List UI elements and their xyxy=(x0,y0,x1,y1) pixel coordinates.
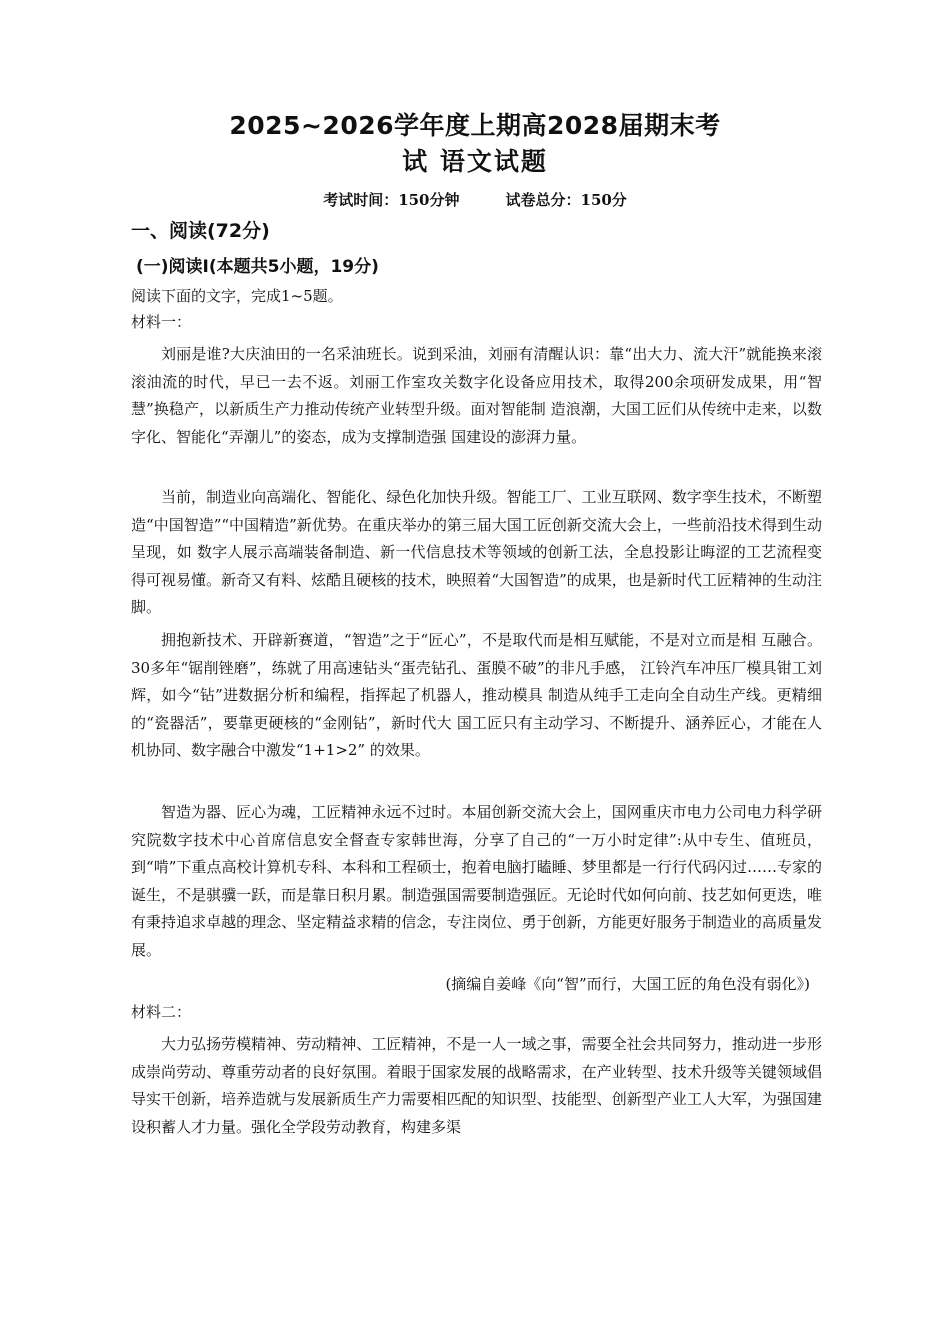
material1-label: 材料一： xyxy=(131,313,192,331)
section-subheading: (一)阅读Ⅰ(本题共5小题，19分) xyxy=(136,257,379,277)
material1-paragraph-4: 智造为器、匠心为魂，工匠精神永远不过时。本届创新交流大会上，国网重庆市电力公司电力科学研究院数字技术中心首席信息安全督查专家韩世海，分享了自己的“一万小时定律”:从中专生、值班员，到“啃”下重点高校计算机专科、本科和工程硕士，抱着电脑打瞌睡、梦里都是一行行代码闪过……专家的诞生，不是骐骥一跃，而是靠日积月累。制造强国需要制造强匠。无论时代如何向前、技艺如何更迭，唯有秉持追求卓越的理念、坚定精益求精的信念，专注岗位、勇于创新，方能更好服务于制造业的高质量发展。 xyxy=(131,803,822,959)
exam-time: 考试时间：150分钟 xyxy=(323,191,460,209)
material1-paragraph-3: 拥抱新技术、开辟新赛道，“智造”之于“匠心”，不是取代而是相互赋能，不是对立而是相 互融合。30多年“锯削锉磨”，练就了用高速钻头“蛋壳钻孔、蛋膜不破”的非凡手感， 江铃汽车冲压厂模具钳工刘辉，如今“钻”进数据分析和编程，指挥起了机器人，推动模具 制造从纯手工走向全自动生产线。更精细的“瓷器活”，要靠更硬核的“金刚钻”，新时代大 国工匠只有主动学习、不断提升、涵养匠心，才能在人机协同、数字融合中激发“1+1>2” 的效果。 xyxy=(131,631,822,759)
material2-label: 材料二： xyxy=(131,1003,192,1021)
exam-title-line2: 试 语文试题 xyxy=(402,147,548,176)
section-heading: 一、阅读(72分) xyxy=(131,220,270,242)
material1-source: (摘编自姜峰《向“智”而行，大国工匠的角色没有弱化》) xyxy=(445,975,810,993)
instruction-text: 阅读下面的文字，完成1~5题。 xyxy=(131,287,343,305)
total-score: 试卷总分：150分 xyxy=(505,191,627,209)
material2-paragraph-1: 大力弘扬劳模精神、劳动精神、工匠精神，不是一人一域之事，需要全社会共同努力，推动进一步形成崇尚劳动、尊重劳动者的良好氛围。着眼于国家发展的战略需求，在产业转型、技术升级等关键领域倡导实干创新，培养造就与发展新质生产力需要相匹配的知识型、技能型、创新型产业工人大军，为强国建设积蓄人才力量。强化全学段劳动教育，构建多渠 xyxy=(131,1035,822,1136)
material1-paragraph-1: 刘丽是谁?大庆油田的一名采油班长。说到采油，刘丽有清醒认识：靠“出大力、流大汗”就能换来滚滚油流的时代，早已一去不返。刘丽工作室攻关数字化设备应用技术，取得200余项研发成果，用“智慧”换稳产，以新质生产力推动传统产业转型升级。面对智能制 造浪潮，大国工匠们从传统中走来，以数字化、智能化“弄潮儿”的姿态，成为支撑制造强 国建设的澎湃力量。 xyxy=(131,345,822,446)
material1-paragraph-2: 当前，制造业向高端化、智能化、绿色化加快升级。智能工厂、工业互联网、数字孪生技术，不断塑造“中国智造”“中国精造”新优势。在重庆举办的第三届大国工匠创新交流大会上，一些前沿技术得到生动呈现，如 数字人展示高端装备制造、新一代信息技术等领域的创新工法，全息投影让晦涩的工艺流程变得可视易懂。新奇又有料、炫酷且硬核的技术，映照着“大国智造”的成果，也是新时代工匠精神的生动注脚。 xyxy=(131,488,822,616)
exam-title-line1: 2025~2026学年度上期高2028届期末考 xyxy=(229,111,721,140)
exam-meta xyxy=(0,189,950,210)
